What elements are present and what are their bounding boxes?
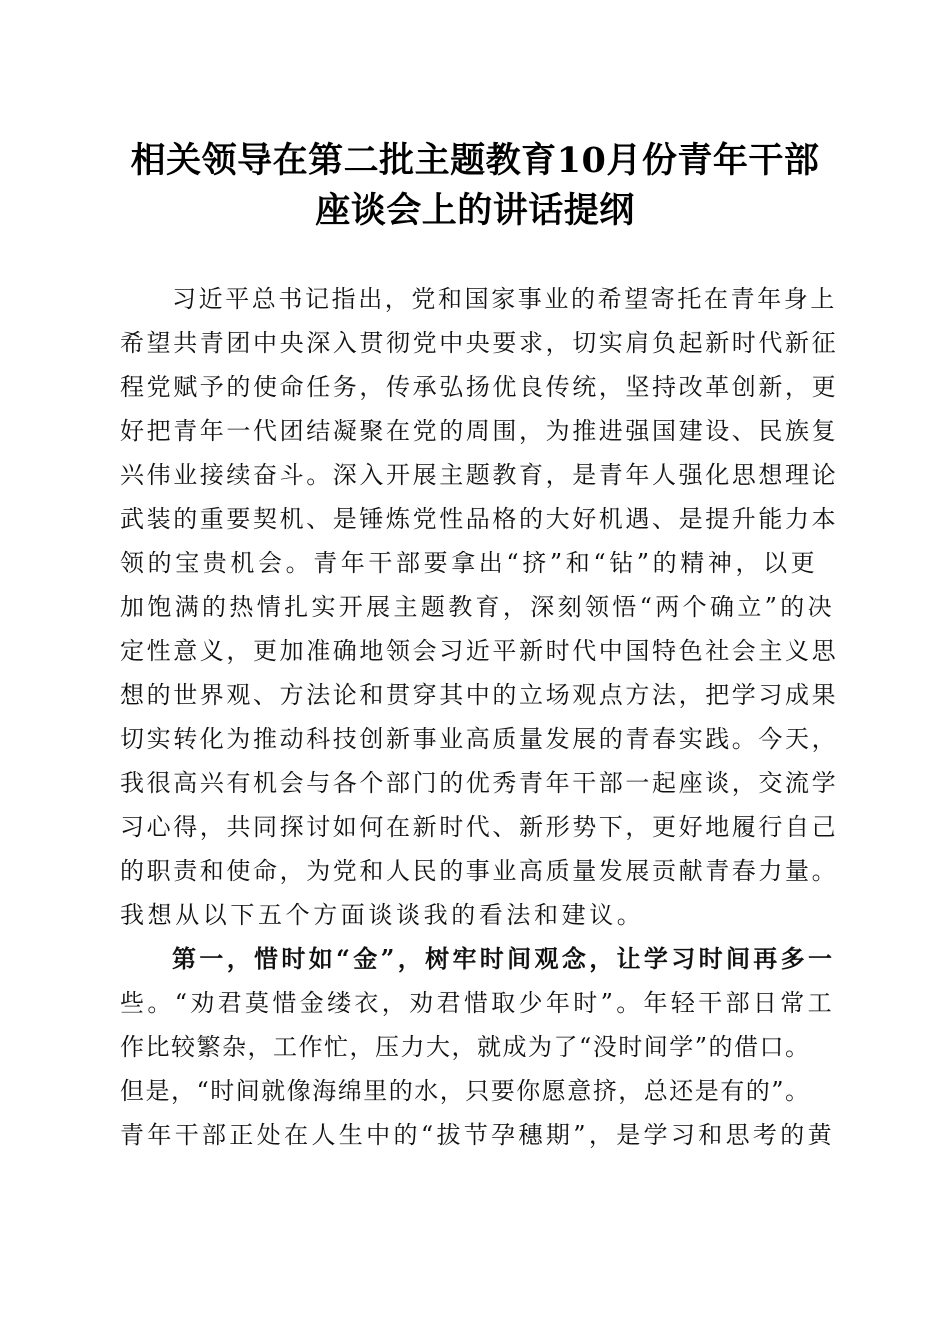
paragraph-line: 作比较繁杂，工作忙，压力大，就成为了“没时间学”的借口。 (120, 1033, 811, 1061)
paragraph-line: 好把青年一代团结凝聚在党的周围，为推进强国建设、民族复 (120, 417, 839, 445)
paragraph-line: 习近平总书记指出，党和国家事业的希望寄托在青年身上 (172, 285, 837, 313)
paragraph-line: 些。“劝君莫惜金缕衣，劝君惜取少年时”。年轻干部日常工 (120, 989, 835, 1017)
title-line-1: 相关领导在第二批主题教育10月份青年干部 (130, 140, 820, 181)
paragraph-line: 想的世界观、方法论和贯穿其中的立场观点方法，把学习成果 (120, 681, 839, 709)
paragraph-line: 兴伟业接续奋斗。深入开展主题教育，是青年人强化思想理论 (120, 461, 839, 489)
paragraph-line: 但是，“时间就像海绵里的水，只要你愿意挤，总还是有的”。 (120, 1077, 811, 1105)
paragraph-line: 加饱满的热情扎实开展主题教育，深刻领悟“两个确立”的决 (120, 593, 835, 621)
title-line-2: 座谈会上的讲话提纲 (315, 190, 635, 231)
paragraph-line: 希望共青团中央深入贯彻党中央要求，切实肩负起新时代新征 (120, 329, 839, 357)
section-heading: 第一，惜时如“金”，树牢时间观念，让学习时间再多一 (172, 944, 836, 973)
paragraph-line: 青年干部正处在人生中的“拔节孕穗期”，是学习和思考的黄 (120, 1121, 835, 1149)
document-title (100, 136, 850, 236)
paragraph-line: 我很高兴有机会与各个部门的优秀青年干部一起座谈，交流学 (120, 769, 839, 797)
paragraph-line: 程党赋予的使命任务，传承弘扬优良传统，坚持改革创新，更 (120, 373, 839, 401)
paragraph-heading-line (120, 937, 840, 981)
paragraph-line: 我想从以下五个方面谈谈我的看法和建议。 (120, 901, 645, 929)
paragraph-line: 武装的重要契机、是锤炼党性品格的大好机遇、是提升能力本 (120, 505, 839, 533)
paragraph-line: 切实转化为推动科技创新事业高质量发展的青春实践。今天， (120, 725, 839, 753)
paragraph-line: 的职责和使命，为党和人民的事业高质量发展贡献青春力量。 (120, 857, 839, 885)
paragraph-line: 定性意义，更加准确地领会习近平新时代中国特色社会主义思 (120, 637, 839, 665)
document-body (120, 277, 840, 1157)
paragraph-1 (120, 277, 840, 937)
paragraph-2 (120, 937, 840, 1157)
paragraph-line: 习心得，共同探讨如何在新时代、新形势下，更好地履行自己 (120, 813, 839, 841)
paragraph-line: 领的宝贵机会。青年干部要拿出“挤”和“钻”的精神，以更 (120, 549, 819, 577)
